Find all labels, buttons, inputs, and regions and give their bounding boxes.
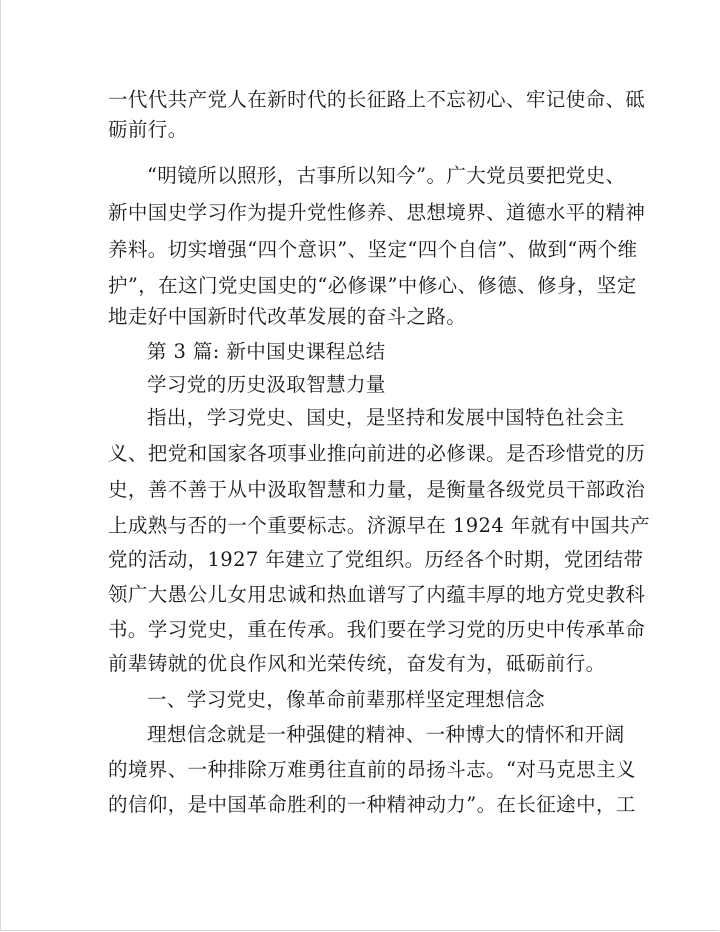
text-line: 理想信念就是一种强健的精神、一种博大的情怀和开阔 (147, 723, 625, 746)
text-line: 新中国史学习作为提升党性修养、思想境界、道德水平的精神 (108, 201, 646, 224)
text-line: 砺前行。 (108, 118, 188, 141)
text-line: 领广大愚公儿女用忠诚和热血谱写了内蕴丰厚的地方党史教科 (108, 583, 646, 606)
text-line: 前辈铸就的优良作风和光荣传统，奋发有为，砥砺前行。 (108, 652, 606, 675)
text-line: 护”，在这门党史国史的“必修课”中修心、修德、修身，坚定 (108, 274, 637, 297)
text-line: 党的活动，1927 年建立了党组织。历经各个时期，党团结带 (108, 548, 644, 571)
text-line: “明镜所以照形，古事所以知今”。广大党员要把党史、 (147, 164, 626, 187)
text-line: 指出，学习党史、国史，是坚持和发展中国特色社会主 (147, 406, 625, 429)
text-line: 养料。切实增强“四个意识”、坚定“四个自信”、做到“两个维 (108, 238, 638, 261)
text-line: 上成熟与否的一个重要标志。济源早在 1924 年就有中国共产 (108, 514, 651, 537)
subheading: 一、学习党史，像革命前辈那样坚定理想信念 (147, 688, 546, 711)
text-line: 义、把党和国家各项事业推向前进的必修课。是否珍惜党的历 (108, 442, 646, 465)
text-line: 史，善不善于从中汲取智慧和力量，是衡量各级党员干部政治 (108, 478, 646, 501)
article-title: 学习党的历史汲取智慧力量 (147, 373, 386, 396)
text-line: 的信仰，是中国革命胜利的一种精神动力”。在长征途中，工 (108, 793, 636, 816)
text-line: 地走好中国新时代改革发展的奋斗之路。 (108, 305, 467, 328)
section-heading: 第 3 篇: 新中国史课程总结 (147, 340, 386, 363)
text-line: 一代代共产党人在新时代的长征路上不忘初心、牢记使命、砥 (108, 88, 646, 111)
text-line: 的境界、一种排除万难勇往直前的昂扬斗志。“对马克思主义 (108, 758, 636, 781)
text-line: 书。学习党史，重在传承。我们要在学习党的历史中传承革命 (108, 618, 646, 641)
